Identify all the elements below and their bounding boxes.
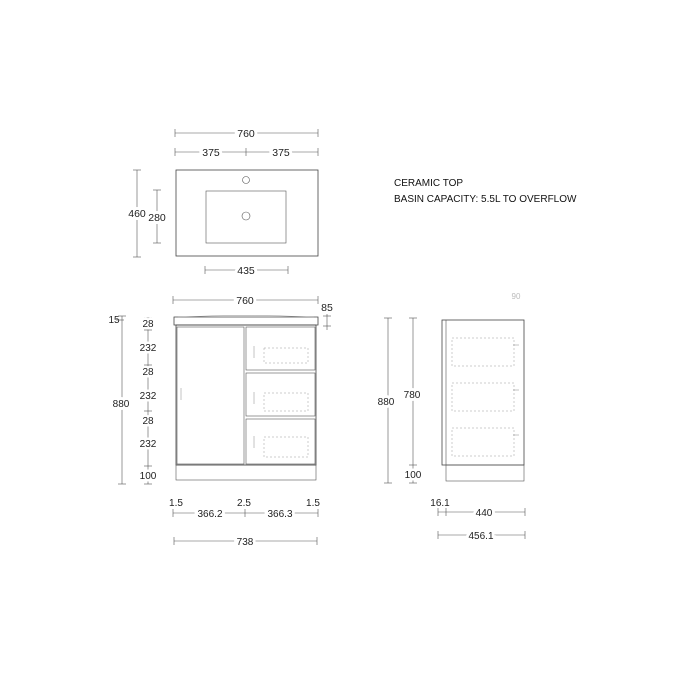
note-ceramic-top: CERAMIC TOP xyxy=(394,178,464,189)
front-drawer-height-1-label: 232 xyxy=(139,343,157,354)
side-view xyxy=(378,292,525,542)
top-half-left-label: 375 xyxy=(202,147,220,159)
side-overall-depth-label: 456.1 xyxy=(468,531,494,542)
side-cabinet-body xyxy=(442,320,524,465)
front-drawer-height-3-label: 232 xyxy=(139,439,157,450)
front-kick-plinth xyxy=(176,465,316,480)
front-gap-2-label: 28 xyxy=(142,367,154,378)
front-drawer-height-2-label: 232 xyxy=(139,391,157,402)
front-view xyxy=(108,295,333,548)
side-kick-height-label: 100 xyxy=(404,470,422,481)
front-gap-3-label: 28 xyxy=(142,416,154,427)
front-drawer-2 xyxy=(246,373,315,416)
front-drawer-width-label: 366.3 xyxy=(267,509,293,520)
basin-bowl-outline xyxy=(206,191,286,243)
front-gap-mid-label: 2.5 xyxy=(237,498,251,509)
top-view xyxy=(128,128,318,277)
front-drawer-3 xyxy=(246,419,315,464)
front-drawer-1 xyxy=(246,327,315,370)
top-depth-label: 460 xyxy=(128,208,146,220)
front-door-width-label: 366.2 xyxy=(197,509,223,520)
drain-hole xyxy=(242,212,250,220)
front-total-height-label: 880 xyxy=(112,399,130,410)
front-basin-top xyxy=(174,317,318,325)
front-gap-right-label: 1.5 xyxy=(306,498,320,509)
top-overall-width-label: 760 xyxy=(237,128,255,140)
side-body-depth-label: 440 xyxy=(475,508,493,519)
notes-block xyxy=(394,178,577,205)
front-gap-left-label: 1.5 xyxy=(169,498,183,509)
side-body-height-label: 780 xyxy=(403,390,421,401)
front-door xyxy=(177,327,244,464)
side-kick-plinth xyxy=(446,465,524,481)
side-total-height-label: 880 xyxy=(377,397,395,408)
front-gap-1-label: 28 xyxy=(142,319,154,330)
top-bowl-depth-label: 280 xyxy=(148,212,166,224)
top-half-right-label: 375 xyxy=(272,147,290,159)
note-basin-capacity: BASIN CAPACITY: 5.5L TO OVERFLOW xyxy=(394,194,577,205)
front-top-thickness-left-label: 15 xyxy=(108,315,120,326)
top-bowl-width-label: 435 xyxy=(237,265,255,277)
side-faint-label: 90 xyxy=(511,292,521,301)
front-cabinet-width-label: 738 xyxy=(236,537,254,548)
front-overall-width-label: 760 xyxy=(236,295,254,307)
front-top-thickness-right-label: 85 xyxy=(321,302,333,314)
tap-hole xyxy=(243,177,250,184)
front-kick-height-label: 100 xyxy=(139,471,157,482)
side-top-overhang-label: 16.1 xyxy=(430,498,450,509)
